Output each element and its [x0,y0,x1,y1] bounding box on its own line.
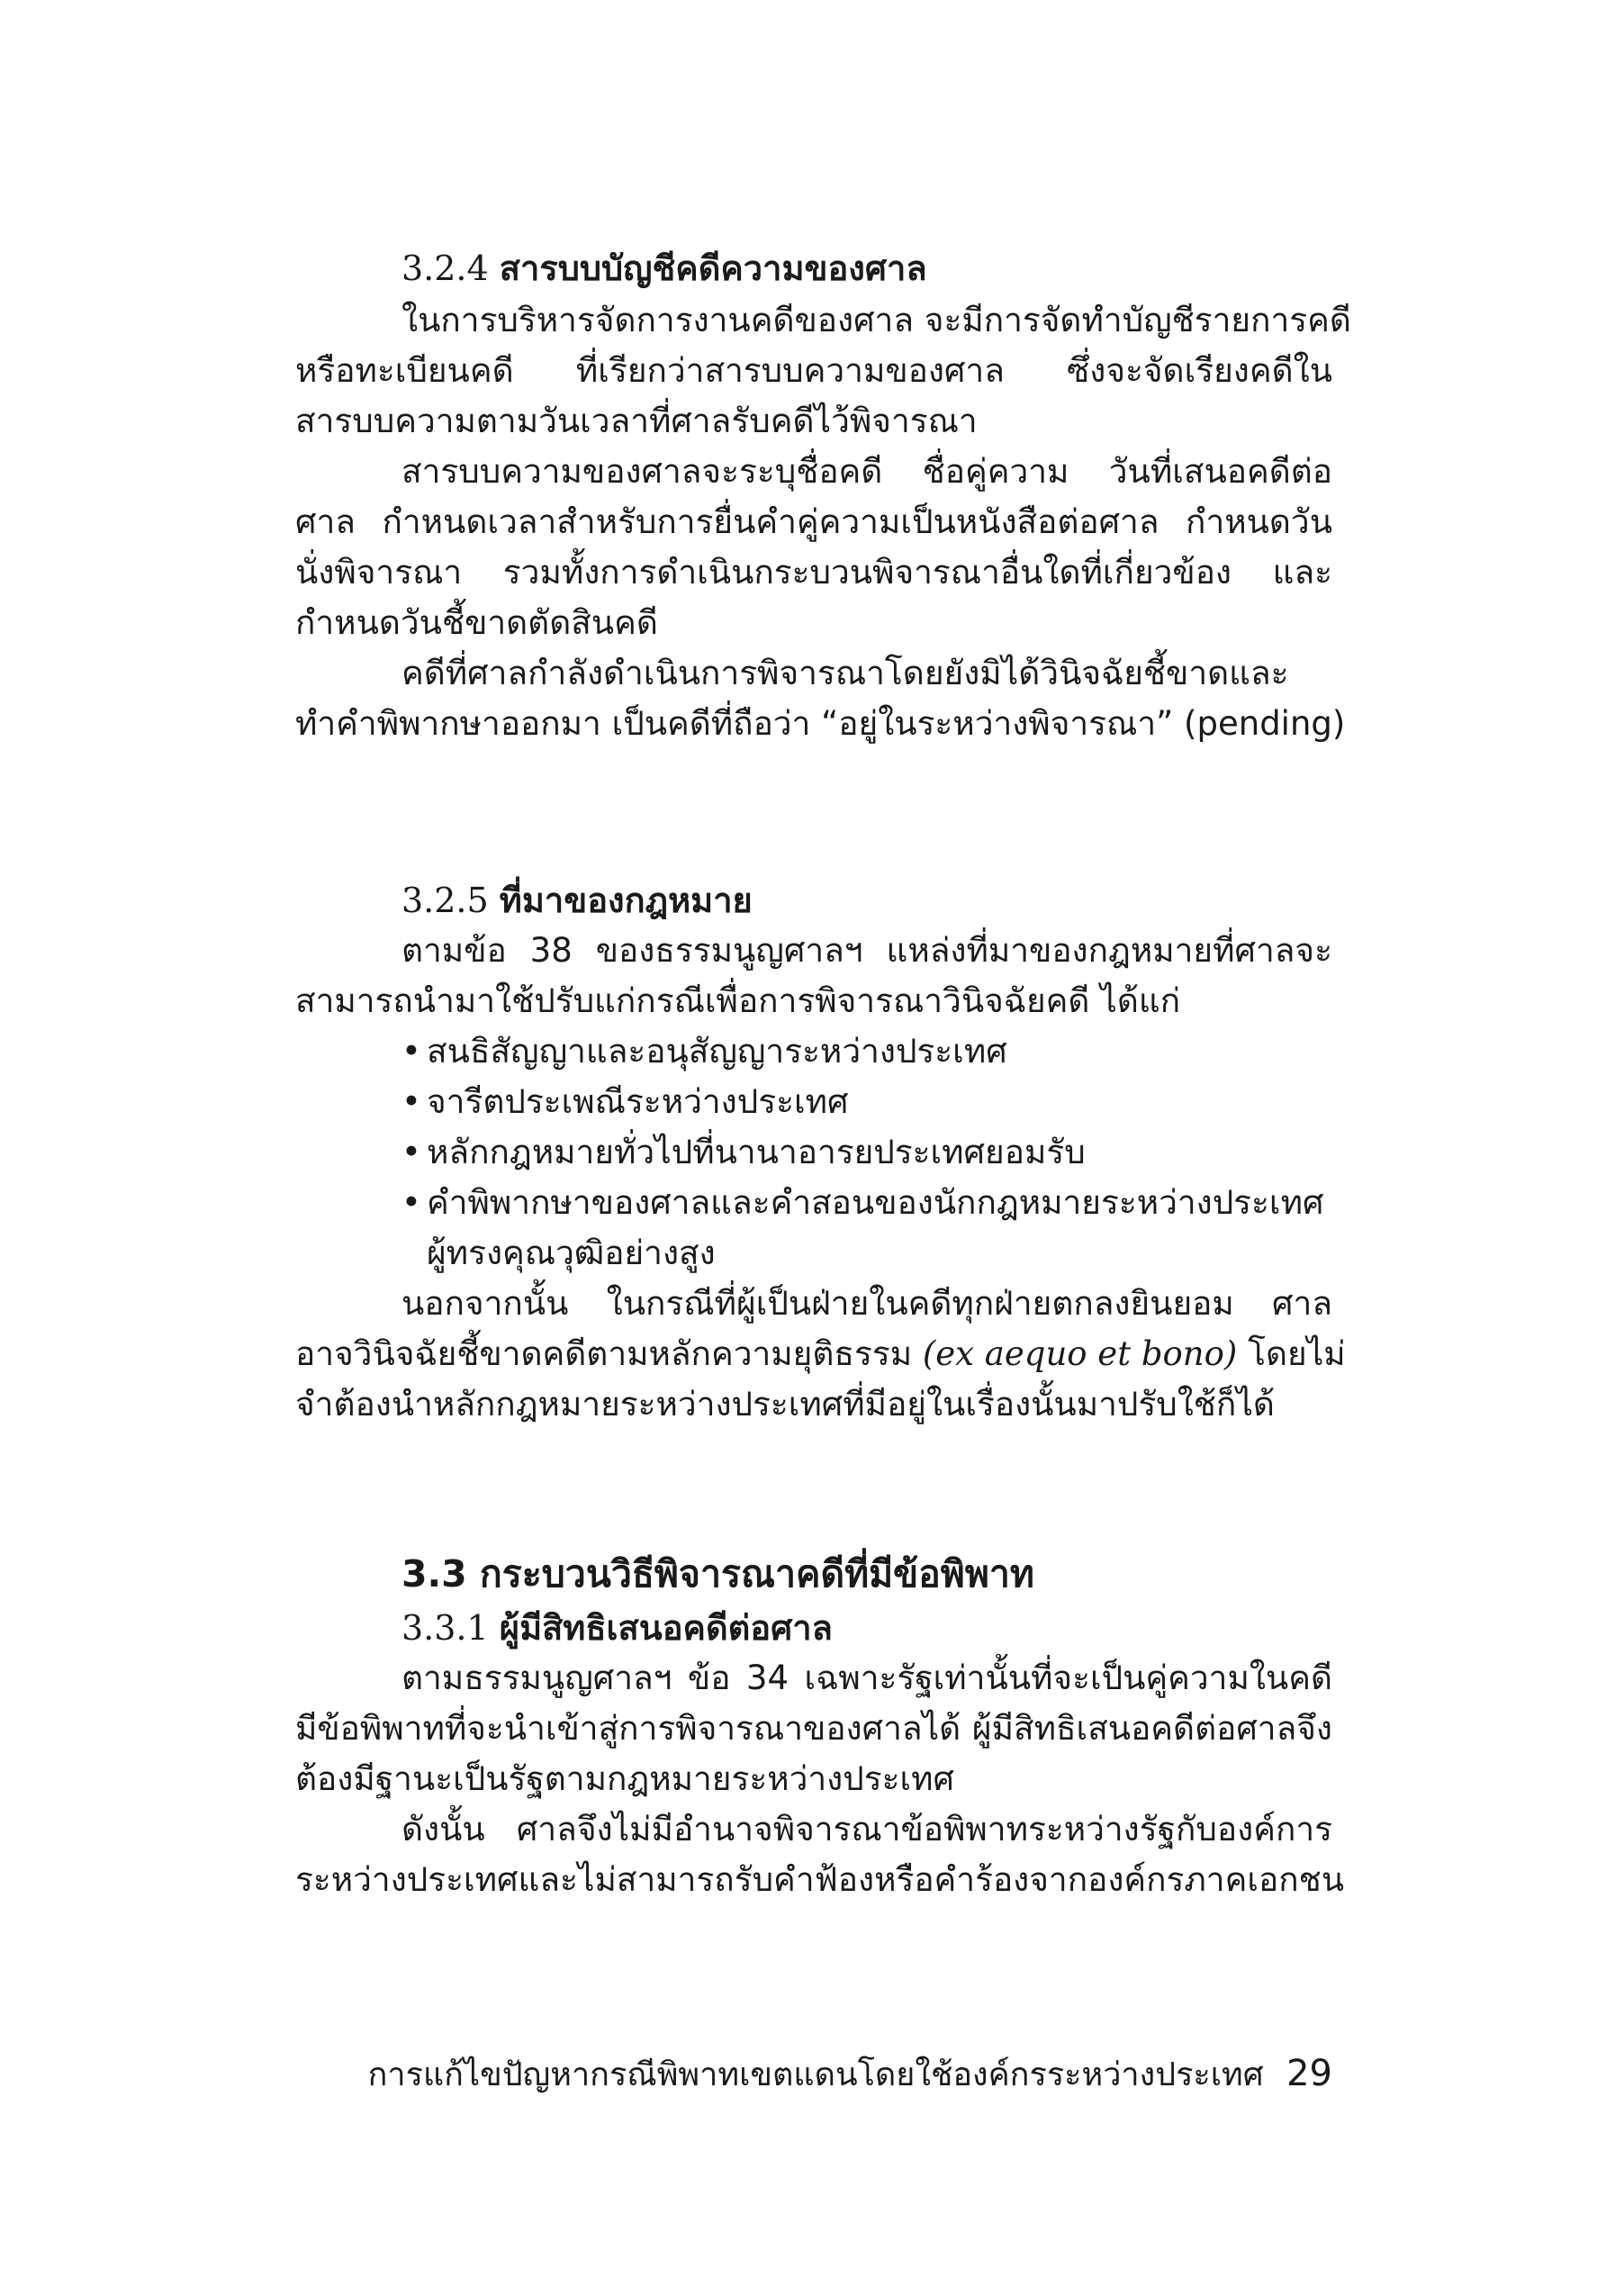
list-item-continuation: ผู้ทรงคุณวุฒิอย่างสูง [427,1234,716,1272]
section-heading-3-3: 3.3 กระบวนวิธีพิจารณาคดีที่มีข้อพิพาท [402,1552,1034,1595]
bullet-icon: • [402,1032,421,1071]
paragraph-line: มีข้อพิพาทที่จะนำเข้าสู่การพิจารณาของศาลได้ ผู้มีสิทธิเสนอคดีต่อศาลจึง [295,1709,1332,1748]
bullet-icon: • [402,1082,421,1121]
paragraph-line: ดังนั้น ศาลจึงไม่มีอำนาจพิจารณาข้อพิพาทระหว่างรัฐกับองค์การ [402,1810,1332,1849]
paragraph-line: หรือทะเบียนคดี ที่เรียกว่าสารบบความของศาล ซึ่งจะจัดเรียงคดีใน [295,351,1332,390]
paragraph-line: ระหว่างประเทศและไม่สามารถรับคำฟ้องหรือคำร้องจากองค์กรภาคเอกชน [295,1860,1345,1899]
bullet-icon: • [402,1183,421,1222]
list-item: • หลักกฎหมายทั่วไปที่นานาอารยประเทศยอมรับ [402,1127,1332,1178]
paragraph-line: ศาล กำหนดเวลาสำหรับการยื่นคำคู่ความเป็นหนังสือต่อศาล กำหนดวัน [295,502,1332,541]
paragraph-line: สารบบความตามวันเวลาที่ศาลรับคดีไว้พิจารณา [295,402,978,440]
list-item: • สนธิสัญญาและอนุสัญญาระหว่างประเทศ [402,1026,1332,1077]
running-title: การแก้ไขปัญหากรณีพิพาทเขตแดนโดยใช้องค์กรระหว่างประเทศ [367,2056,1264,2093]
section-number: 3.3.1 [402,1608,489,1648]
section-title: สารบบบัญชีคดีความของศาล [499,248,927,288]
page-number: 29 [1286,2053,1332,2094]
section-heading-3-2-4 [402,243,1332,294]
paragraph-line: สามารถนำมาใช้ปรับแก่กรณีเพื่อการพิจารณาวินิจฉัยคดี ได้แก่ [295,981,1181,1020]
bullet-icon: • [402,1133,421,1171]
paragraph-line: คดีที่ศาลกำลังดำเนินการพิจารณาโดยยังมิได้วินิจฉัยชี้ขาดและ [402,654,1289,692]
section-title: ที่มาของกฎหมาย [499,880,753,920]
section-title: ผู้มีสิทธิเสนอคดีต่อศาล [499,1607,833,1648]
section-heading-3-2-5 [402,875,1332,926]
paragraph-line: กำหนดวันชี้ขาดตัดสินคดี [295,603,658,642]
list-item: • จารีตประเพณีระหว่างประเทศ [402,1077,1332,1127]
paragraph-line: ต้องมีฐานะเป็นรัฐตามกฎหมายระหว่างประเทศ [295,1759,954,1798]
section-number: 3.2.5 [402,881,489,920]
list-item: • คำพิพากษาของศาลและคำสอนของนักกฎหมายระหว่างประเทศ [402,1178,1332,1228]
paragraph-line: ตามธรรมนูญศาลฯ ข้อ 34 เฉพาะรัฐเท่านั้นที่จะเป็นคู่ความในคดี [402,1659,1332,1697]
section-heading-3-3-1 [402,1603,1332,1653]
paragraph-line: ตามข้อ 38 ของธรรมนูญศาลฯ แหล่งที่มาของกฎหมายที่ศาลจะ [402,931,1332,970]
paragraph-line: อาจวินิจฉัยชี้ขาดคดีตามหลักความยุติธรรม (ex aequo et bono) โดยไม่ [295,1334,1346,1373]
page-footer [295,2048,1332,2101]
paragraph-line: ทำคำพิพากษาออกมา เป็นคดีที่ถือว่า “อยู่ในระหว่างพิจารณา” (pending) [295,704,1346,743]
paragraph-line: ในการบริหารจัดการงานคดีของศาล จะมีการจัดทำบัญชีรายการคดี [402,301,1351,339]
paragraph-line: นั่งพิจารณา รวมทั้งการดำเนินกระบวนพิจารณาอื่นใดที่เกี่ยวข้อง และ [295,553,1332,592]
latin-term: (ex aequo et bono) [922,1334,1238,1373]
paragraph-line: สารบบความของศาลจะระบุชื่อคดี ชื่อคู่ความ วันที่เสนอคดีต่อ [402,452,1332,491]
section-number: 3.2.4 [402,249,489,288]
paragraph-line: จำต้องนำหลักกฎหมายระหว่างประเทศที่มีอยู่ในเรื่องนั้นมาปรับใช้ก็ได้ [295,1385,1275,1424]
paragraph-line: นอกจากนั้น ในกรณีที่ผู้เป็นฝ่ายในคดีทุกฝ่ายตกลงยินยอม ศาล [402,1284,1332,1323]
